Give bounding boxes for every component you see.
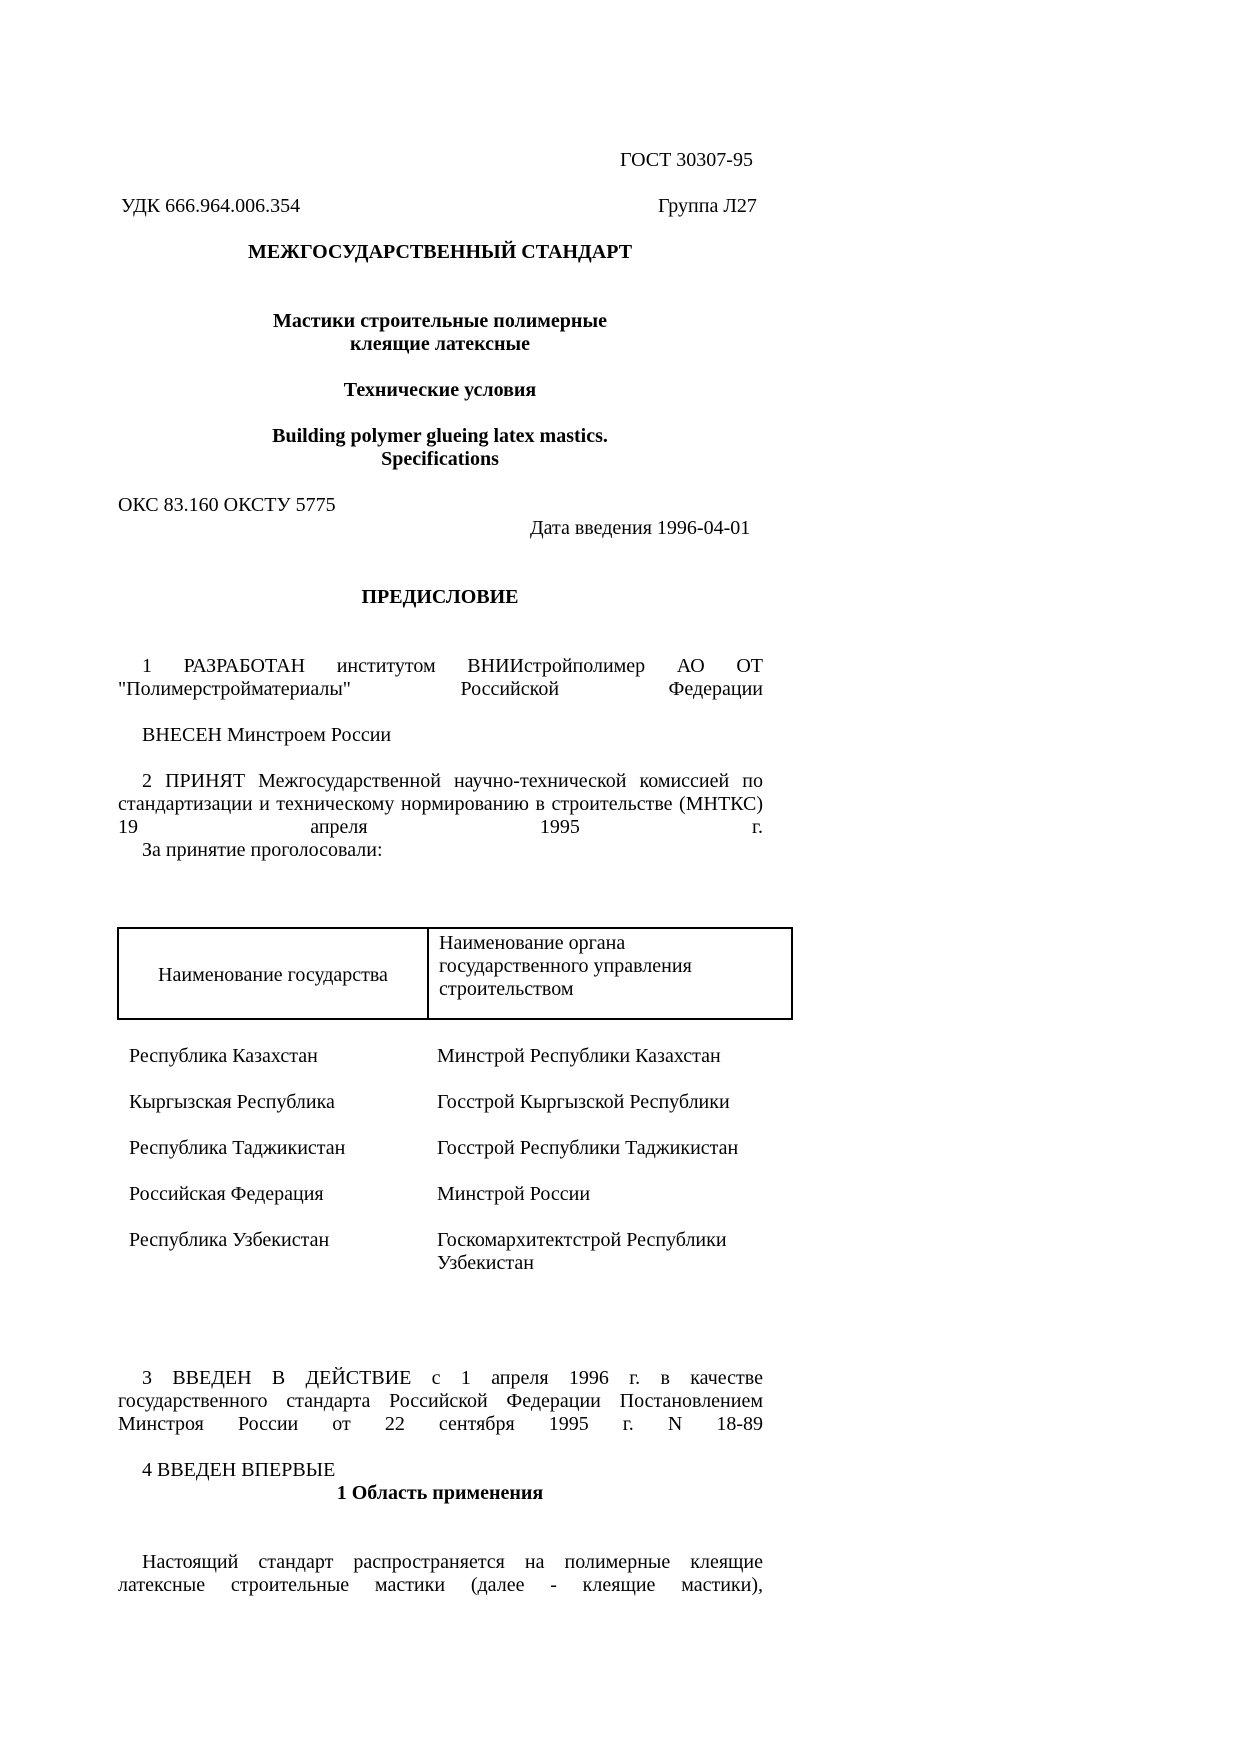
voting-table-header <box>117 927 793 1020</box>
foreword-paragraph-5: 3 ВВЕДЕН В ДЕЙСТВИЕ с 1 апреля 1996 г. в качестве государственного стандарта Российской Федерации Постановлением Минстроя России от 22 сентября 1995 г. N 18-89 <box>118 1367 763 1435</box>
table-cell-state: Республика Казахстан <box>129 1045 318 1067</box>
table-header-divider <box>427 929 429 1018</box>
title-en-line1: Building polymer glueing latex mastics. <box>272 425 608 447</box>
table-cell-state: Российская Федерация <box>129 1183 324 1205</box>
foreword-paragraph-2: ВНЕСЕН Минстроем России <box>142 724 392 746</box>
table-cell-state: Кыргызская Республика <box>129 1091 335 1113</box>
table-cell-state: Республика Узбекистан <box>129 1229 330 1251</box>
standard-type: МЕЖГОСУДАРСТВЕННЫЙ СТАНДАРТ <box>247 241 633 263</box>
title-ru-line1: Мастики строительные полимерные <box>273 310 607 332</box>
table-header-body: Наименование органа государственного управления строительством <box>439 932 692 1000</box>
title-ru-line2: клеящие латексные <box>349 333 531 355</box>
gost-number: ГОСТ 30307-95 <box>620 149 753 171</box>
table-cell-state: Республика Таджикистан <box>129 1137 346 1159</box>
intro-date: Дата введения 1996-04-01 <box>530 517 751 539</box>
table-cell-body: Госстрой Республики Таджикистан <box>437 1137 739 1159</box>
udk-code: УДК 666.964.006.354 <box>121 195 301 217</box>
foreword-paragraph-6: 4 ВВЕДЕН ВПЕРВЫЕ <box>142 1459 336 1481</box>
group-code: Группа Л27 <box>658 195 757 217</box>
title-en-line2: Specifications <box>381 448 499 470</box>
foreword-paragraph-1: 1 РАЗРАБОТАН институтом ВНИИстройполимер АО ОТ "Полимерстройматериалы" Российской Федерации <box>118 655 763 700</box>
foreword-paragraph-3: 2 ПРИНЯТ Межгосударственной научно-технической комиссией по стандартизации и техническому нормированию в строительстве (МНТКС) 19 апреля 1995 г. <box>118 770 763 838</box>
table-cell-body: Минстрой России <box>437 1183 591 1205</box>
section-1-paragraph-1: Настоящий стандарт распространяется на полимерные клеящие латексные строительные мастики (далее - клеящие мастики), <box>118 1551 763 1596</box>
section-1-heading: 1 Область применения <box>336 1482 544 1504</box>
subtitle-ru: Технические условия <box>343 379 537 401</box>
foreword-paragraph-4: За принятие проголосовали: <box>142 839 383 861</box>
oks-code: ОКС 83.160 ОКСТУ 5775 <box>118 494 336 516</box>
table-cell-body: Госкомархитектстрой Республики Узбекистан <box>437 1229 727 1274</box>
foreword-heading: ПРЕДИСЛОВИЕ <box>361 586 519 608</box>
table-cell-body: Минстрой Республики Казахстан <box>437 1045 721 1067</box>
table-header-state: Наименование государства <box>158 964 388 986</box>
table-cell-body: Госстрой Кыргызской Республики <box>437 1091 730 1113</box>
